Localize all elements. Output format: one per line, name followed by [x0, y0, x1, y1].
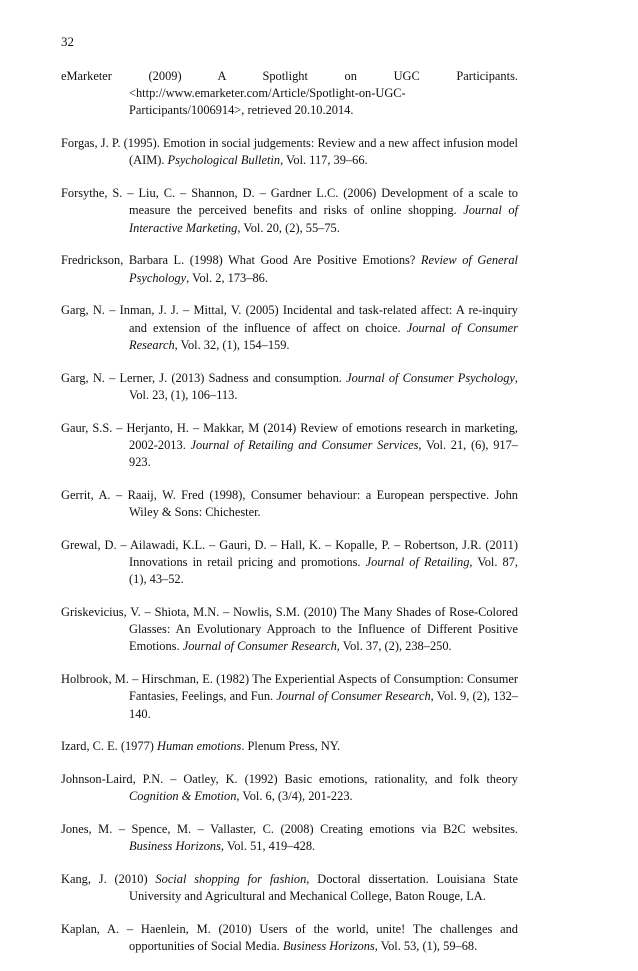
reference-item — [61, 604, 518, 656]
reference-text: Gaur, S.S. – Herjanto, H. – Makkar, M (2014) Review of emotions research in marketing, 2002-2013. — [61, 420, 518, 452]
reference-text: Kang, J. (2010) — [61, 872, 156, 887]
reference-details: . Plenum Press, NY. — [241, 739, 341, 754]
reference-item — [61, 370, 518, 404]
reference-list — [61, 68, 518, 971]
reference-journal: Cognition & Emotion — [129, 789, 237, 804]
reference-item — [61, 921, 518, 955]
reference-text: Kaplan, A. – Haenlein, M. (2010) Users of the world, unite! The challenges and opportunities of Social Media. — [61, 922, 518, 954]
reference-journal: Journal of Consumer Research, — [182, 639, 340, 654]
reference-details: , Vol. 20, (2), 55–75. — [237, 220, 340, 235]
reference-text: Holbrook, M. – Hirschman, E. (1982) The Experiential Aspects of Consumption: Consumer Fantasies, Feelings, and Fun. — [61, 672, 518, 704]
reference-journal: Journal of Consumer Research — [129, 320, 518, 352]
reference-first-line: eMarketer (2009) A Spotlight on UGC Participants. — [61, 69, 518, 83]
reference-journal: Review of General Psychology — [129, 253, 518, 285]
reference-journal: Journal of Retailing, — [365, 555, 473, 570]
reference-item — [61, 537, 518, 589]
reference-details: Vol. 53, (1), 59–68. — [377, 939, 478, 954]
reference-text: Griskevicius, V. – Shiota, M.N. – Nowlis, S.M. (2010) The Many Shades of Rose-Colored Glasses: An Evolutionary Approach to the Influence of Different Positive Emotions. — [61, 605, 518, 654]
reference-item — [61, 487, 518, 521]
reference-item — [61, 871, 518, 905]
reference-item — [61, 68, 518, 120]
reference-text: Gerrit, A. – Raaij, W. Fred (1998), Consumer behaviour: a European perspective. John Wiley & Sons: Chichester. — [61, 487, 518, 520]
reference-journal: Business Horizons, — [129, 839, 225, 854]
reference-text: Grewal, D. – Ailawadi, K.L. – Gauri, D. – Hall, K. – Kopalle, P. – Robertson, J.R. (2011) Innovations in retail pricing and promotions. — [61, 537, 518, 570]
reference-text: Fredrickson, Barbara L. (1998) What Good Are Positive Emotions? — [61, 253, 421, 268]
reference-details: Vol. 87, (1), 43–52. — [129, 555, 519, 587]
reference-journal: Business Horizons, — [282, 939, 378, 954]
reference-text: Forsythe, S. – Liu, C. – Shannon, D. – Gardner L.C. (2006) Development of a scale to measure the perceived benefits and risks of online shopping. — [61, 186, 518, 218]
reference-item — [61, 252, 518, 286]
reference-text: Jones, M. – Spence, M. – Vallaster, C. (2008) Creating emotions via B2C websites. — [61, 822, 518, 837]
reference-details: Vol. 37, (2), 238–250. — [339, 639, 452, 654]
reference-details: , Vol. 21, (6), 917–923. — [129, 437, 518, 470]
reference-details: , Vol. 32, (1), 154–159. — [174, 337, 290, 352]
reference-details: Doctoral dissertation. Louisiana State University and Agricultural and Mechanical College, Baton Rouge, LA. — [129, 872, 518, 904]
reference-item — [61, 771, 518, 805]
reference-details: Vol. 51, 419–428. — [224, 839, 316, 854]
reference-text: Garg, N. – Lerner, J. (2013) Sadness and consumption. — [61, 370, 347, 385]
reference-details: , Vol. 23, (1), 106–113. — [129, 370, 519, 402]
reference-item — [61, 302, 518, 354]
reference-item — [61, 821, 518, 855]
reference-text: Izard, C. E. (1977) — [61, 739, 157, 754]
reference-text: Johnson-Laird, P.N. – Oatley, K. (1992) Basic emotions, rationality, and folk theory — [61, 772, 518, 787]
reference-item — [61, 185, 518, 237]
reference-journal: Psychological Bulletin — [167, 153, 281, 168]
reference-item — [61, 738, 518, 755]
reference-journal: Journal of Retailing and Consumer Services — [190, 437, 419, 452]
reference-url: <http://www.emarketer.com/Article/Spotlight-on-UGC-Participants/1006914>, retrieved 20.10.2014. — [129, 86, 406, 118]
reference-text: Forgas, J. P. (1995). Emotion in social judgements: Review and a new affect infusion model (AIM). — [61, 136, 518, 168]
reference-journal: Journal of Consumer Psychology — [346, 370, 515, 385]
reference-item — [61, 671, 518, 723]
reference-journal: Human emotions — [157, 739, 242, 754]
page-number: 32 — [61, 34, 74, 49]
reference-details: , Vol. 9, (2), 132–140. — [129, 689, 518, 721]
reference-details: , Vol. 6, (3/4), 201-223. — [236, 789, 353, 804]
reference-text: Garg, N. – Inman, J. J. – Mittal, V. (2005) Incidental and task-related affect: A re-inquiry and extension of the influence of affect on choice. — [61, 303, 518, 335]
reference-item — [61, 135, 518, 169]
reference-journal: Journal of Interactive Marketing — [129, 203, 519, 235]
reference-details: , Vol. 2, 173–86. — [186, 270, 268, 285]
reference-item — [61, 420, 518, 472]
reference-journal: Journal of Consumer Research — [276, 689, 431, 704]
reference-details: , Vol. 117, 39–66. — [280, 153, 368, 168]
reference-journal: Social shopping for fashion, — [155, 872, 310, 887]
